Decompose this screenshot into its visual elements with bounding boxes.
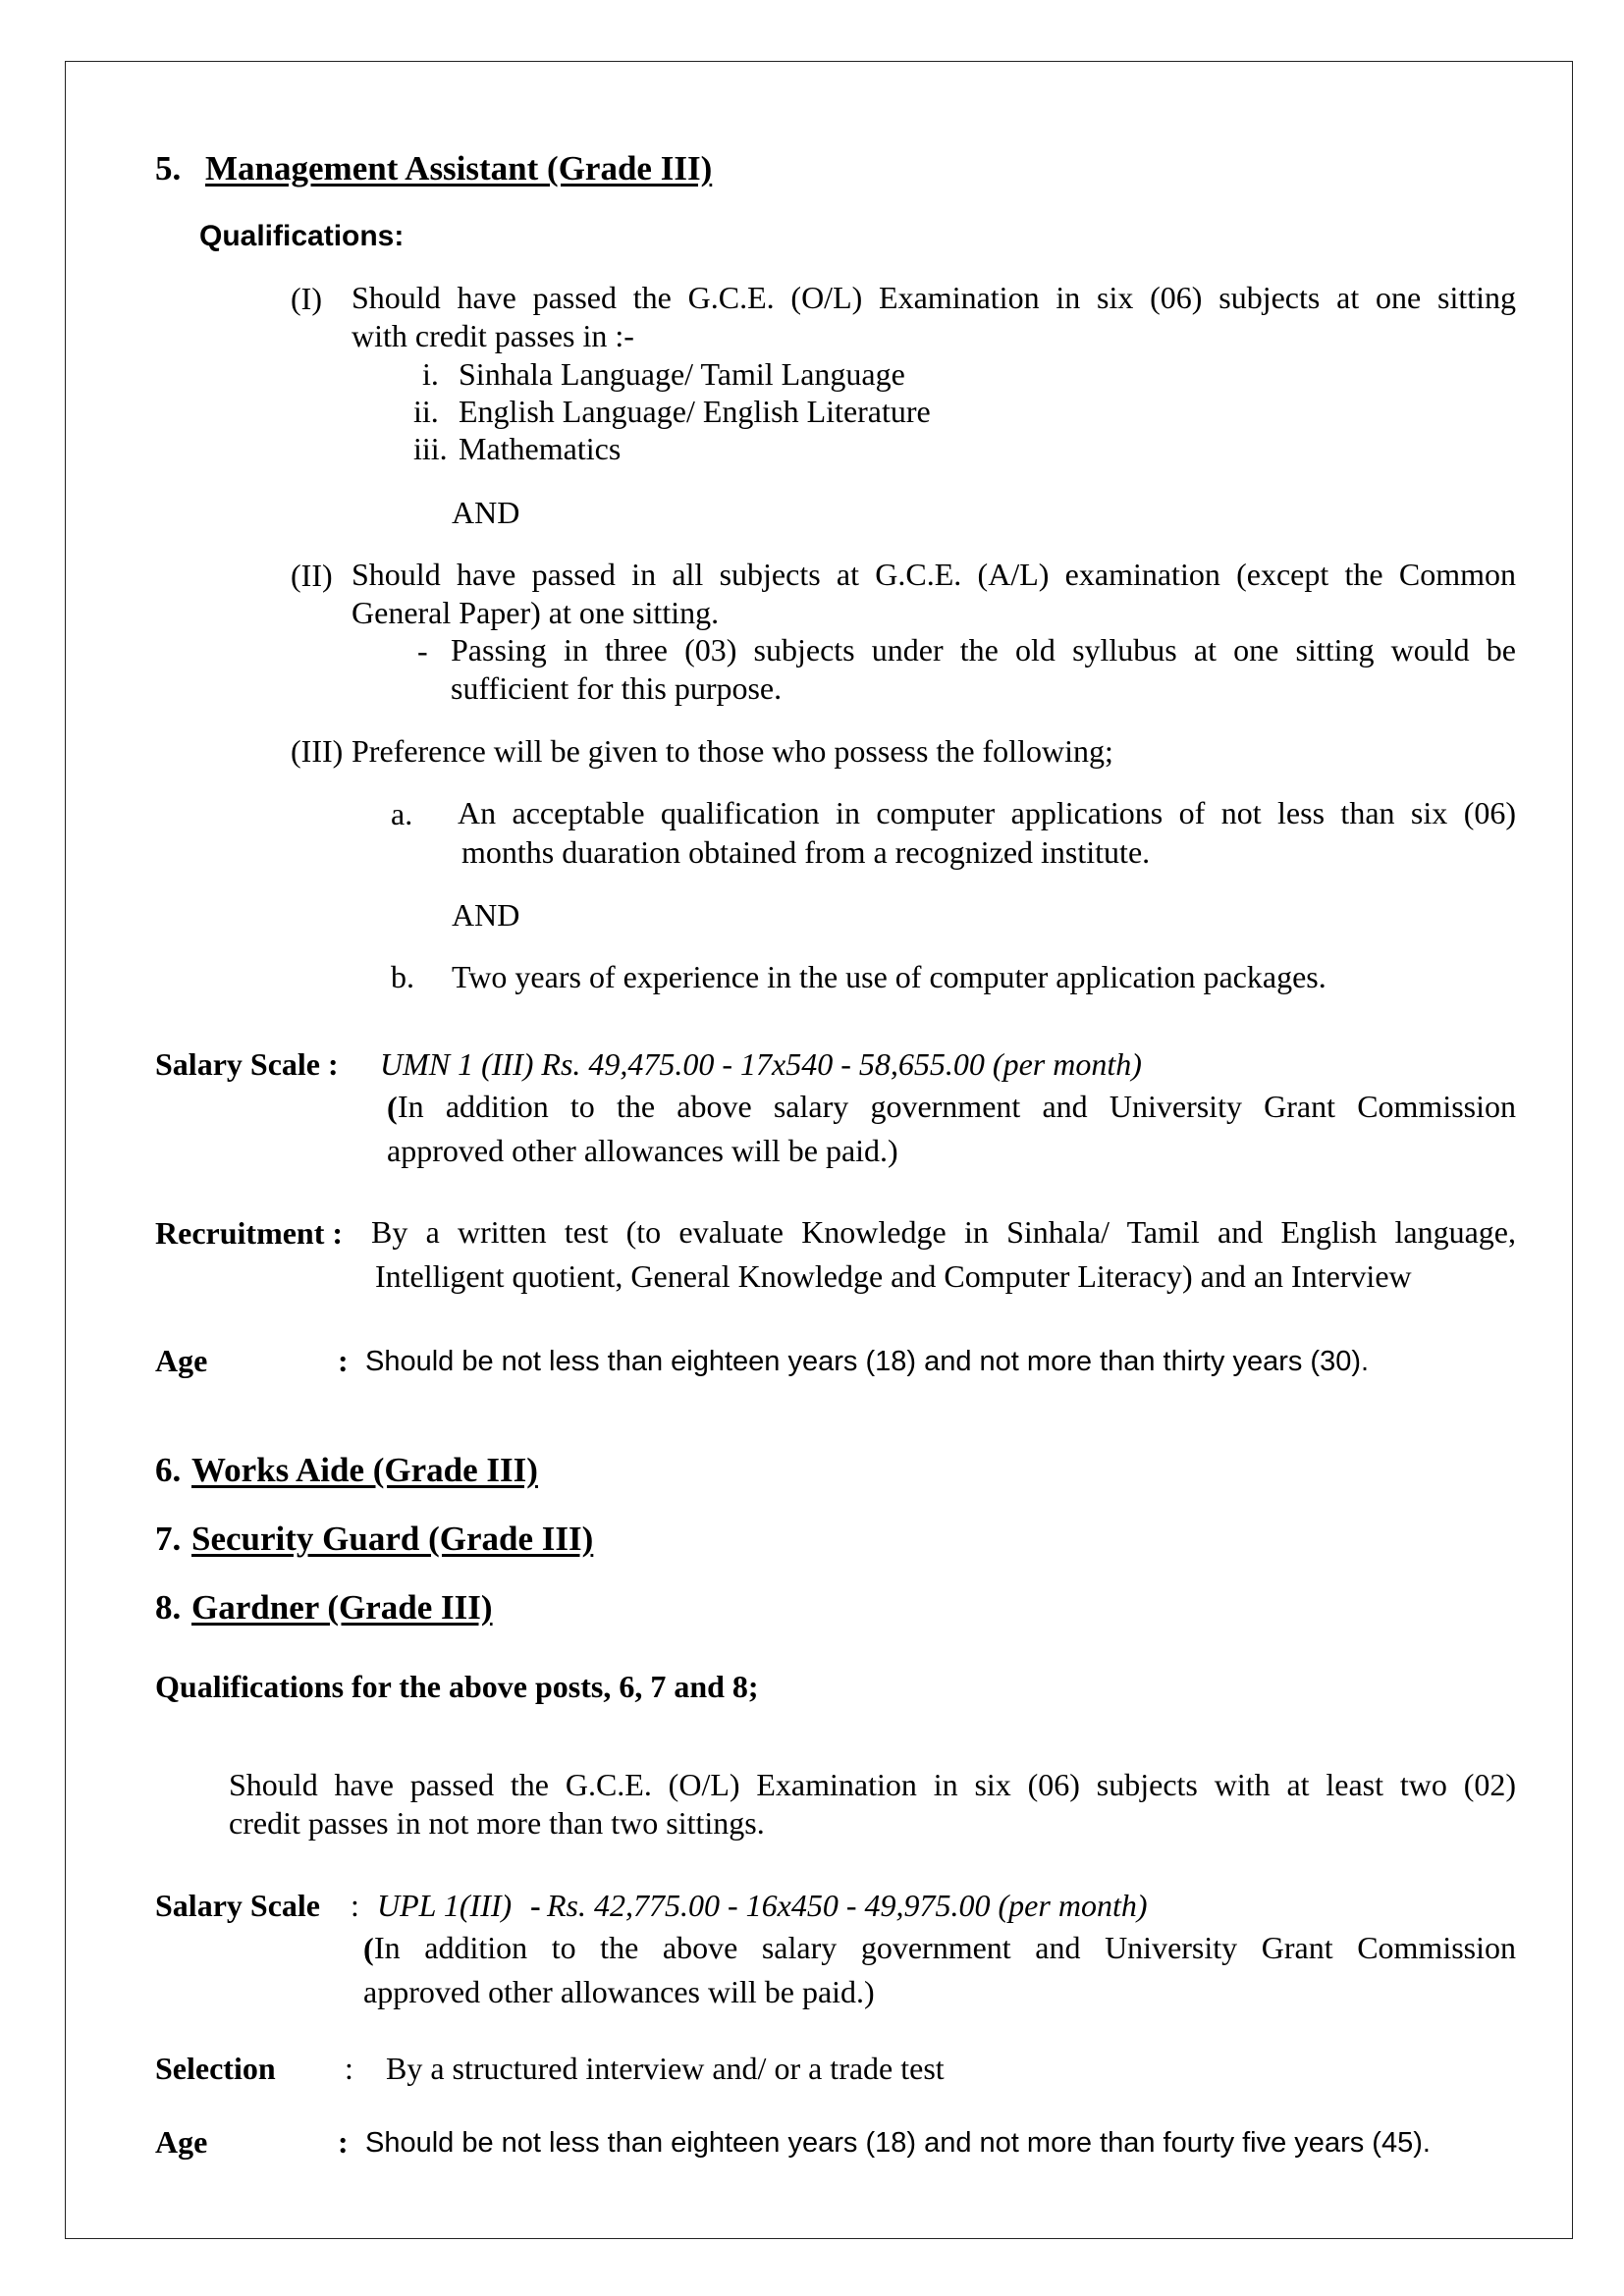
group-salary-colon: :: [351, 1888, 359, 1923]
subject-2-marker: ii.: [413, 394, 439, 429]
salary-note-paren: (: [387, 1090, 398, 1125]
group-salary-label: Salary Scale: [155, 1888, 320, 1923]
group-salary-note-paren: (: [363, 1931, 374, 1966]
section-5-title: Management Assistant (Grade III): [205, 149, 713, 187]
group-qualifications-heading: Qualifications for the above posts, 6, 7 and 8;: [155, 1669, 759, 1704]
qualification-2-line-1: Should have passed in all subjects at G.C.E. (A/L) examination (except the Common: [352, 557, 1516, 592]
subject-1-marker: i.: [422, 356, 439, 392]
recruitment-label: Recruitment :: [155, 1215, 344, 1251]
preference-a-line-2: months duaration obtained from a recognized institute.: [461, 834, 1151, 870]
recruitment-line-2: Intelligent quotient, General Knowledge and Computer Literacy) and an Interview: [375, 1258, 1412, 1294]
qualification-2-sub-line-2: sufficient for this purpose.: [451, 670, 783, 706]
post-8-number: 8.: [155, 1588, 182, 1627]
subject-2: English Language/ English Literature: [459, 394, 931, 429]
recruitment-line-1: By a written test (to evaluate Knowledge in Sinhala/ Tamil and English language,: [371, 1214, 1516, 1250]
group-qualification-line-1: Should have passed the G.C.E. (O/L) Examination in six (06) subjects with at least two (02): [229, 1767, 1516, 1802]
salary-note-line-1: In addition to the above salary government and University Grant Commission: [398, 1089, 1516, 1124]
salary-note-line-2: approved other allowances will be paid.): [387, 1133, 898, 1168]
and-connector-1: AND: [452, 495, 520, 530]
group-age-label: Age: [155, 2124, 208, 2160]
qualification-2-sub-line-1: Passing in three (03) subjects under the old syllubus at one sitting would be: [451, 632, 1516, 667]
group-qualification-line-2: credit passes in not more than two sittings.: [229, 1805, 765, 1841]
post-8-title: Gardner (Grade III): [191, 1588, 493, 1627]
qualifications-label: Qualifications:: [199, 220, 405, 252]
salary-scale-label: Salary Scale :: [155, 1046, 339, 1082]
post-6-title: Works Aide (Grade III): [191, 1451, 538, 1489]
and-connector-2: AND: [452, 897, 520, 933]
subject-1: Sinhala Language/ Tamil Language: [459, 356, 905, 392]
group-age-text: Should be not less than eighteen years (18) and not more than fourty five years (45).: [365, 2127, 1431, 2159]
age-label: Age: [155, 1343, 208, 1378]
subject-3: Mathematics: [459, 431, 622, 466]
group-age-colon: :: [338, 2124, 349, 2160]
selection-label: Selection: [155, 2051, 276, 2086]
preference-b-marker: b.: [391, 959, 414, 994]
post-6-number: 6.: [155, 1451, 182, 1489]
preference-a-marker: a.: [391, 796, 413, 831]
qualification-3-marker: (III): [291, 733, 344, 769]
preference-a-line-1: An acceptable qualification in computer applications of not less than six (06): [458, 795, 1516, 830]
group-salary-note-line-1: In addition to the above salary government and University Grant Commission: [374, 1930, 1516, 1965]
group-salary-value: Rs. 42,775.00 - 16x450 - 49,975.00 (per month): [547, 1888, 1148, 1923]
qualification-1-line-1: Should have passed the G.C.E. (O/L) Examination in six (06) subjects at one sitting: [352, 280, 1516, 315]
selection-text: By a structured interview and/ or a trade test: [386, 2051, 945, 2086]
age-colon: :: [338, 1343, 349, 1378]
qualification-1-line-2: with credit passes in :-: [352, 318, 634, 353]
age-text: Should be not less than eighteen years (18) and not more than thirty years (30).: [365, 1346, 1370, 1377]
preference-b-text: Two years of experience in the use of computer application packages.: [452, 959, 1326, 994]
section-5-number: 5.: [155, 149, 182, 187]
post-7-title: Security Guard (Grade III): [191, 1520, 594, 1558]
qualification-2-line-2: General Paper) at one sitting.: [352, 595, 720, 630]
selection-colon: :: [345, 2051, 353, 2086]
dash-marker: -: [417, 633, 428, 668]
subject-3-marker: iii.: [413, 431, 448, 466]
group-salary-dash: -: [530, 1888, 541, 1923]
post-7-number: 7.: [155, 1520, 182, 1558]
group-salary-note-line-2: approved other allowances will be paid.): [363, 1974, 875, 2009]
qualification-2-marker: (II): [291, 558, 333, 593]
qualification-3-text: Preference will be given to those who possess the following;: [352, 733, 1113, 769]
salary-scale-value: UMN 1 (III) Rs. 49,475.00 - 17x540 - 58,655.00 (per month): [380, 1046, 1142, 1082]
qualification-1-marker: (I): [291, 281, 322, 316]
group-salary-code: UPL 1(III): [377, 1888, 513, 1923]
